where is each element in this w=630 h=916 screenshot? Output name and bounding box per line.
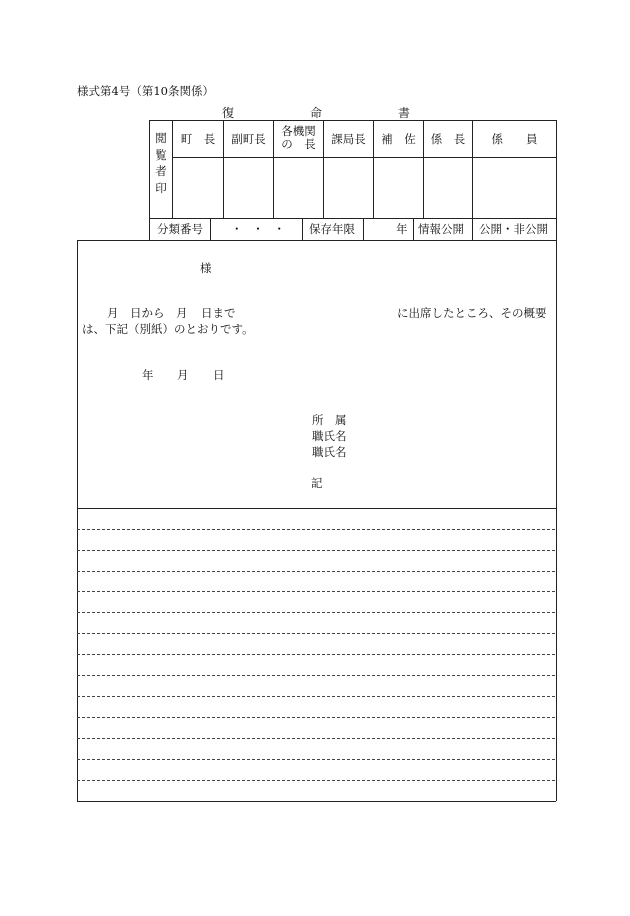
class-number-label: 分類番号 xyxy=(157,222,203,236)
day-from: 日から xyxy=(130,306,165,320)
date-day: 日 xyxy=(213,368,225,382)
disclosure-label: 情報公開 xyxy=(418,222,464,236)
name-title-label: 職氏名 xyxy=(312,429,347,443)
date-month: 月 xyxy=(177,368,189,382)
disclosure-value: 公開・非公開 xyxy=(479,222,548,236)
date-year: 年 xyxy=(142,368,154,382)
sentence-line2: は、下記（別紙）のとおりです。 xyxy=(82,322,254,336)
title-char: 書 xyxy=(397,106,410,120)
col-assistant: 補 佐 xyxy=(381,132,416,146)
sentence-tail: に出席したところ、その概要 xyxy=(397,306,547,320)
month-from: 月 xyxy=(107,306,119,320)
retention-unit: 年 xyxy=(396,222,408,236)
col-mayor: 町 長 xyxy=(180,132,216,146)
col-section-chief: 課局長 xyxy=(331,132,366,146)
name-title-label: 職氏名 xyxy=(312,445,347,459)
col-agency-head: 各機関 の 長 xyxy=(281,124,316,151)
day-to: 日まで xyxy=(201,306,236,320)
col-staff: 係 員 xyxy=(491,132,538,146)
document-title xyxy=(222,104,410,121)
retention-label: 保存年限 xyxy=(309,222,355,236)
col-subsection-chief: 係 長 xyxy=(430,132,466,146)
ki-label: 記 xyxy=(311,476,323,490)
title-char: 復 xyxy=(222,106,235,120)
class-number-field[interactable]: ・ ・ ・ xyxy=(231,222,285,236)
month-to: 月 xyxy=(176,306,188,320)
viewer-seal-label: 閲 覧 者 印 xyxy=(155,131,167,195)
addressee-suffix: 様 xyxy=(200,261,212,275)
form-number: 様式第4号（第10条関係） xyxy=(77,84,214,98)
title-char: 命 xyxy=(309,106,322,120)
affiliation-label: 所 属 xyxy=(312,413,347,427)
col-vice-mayor: 副町長 xyxy=(231,132,266,146)
